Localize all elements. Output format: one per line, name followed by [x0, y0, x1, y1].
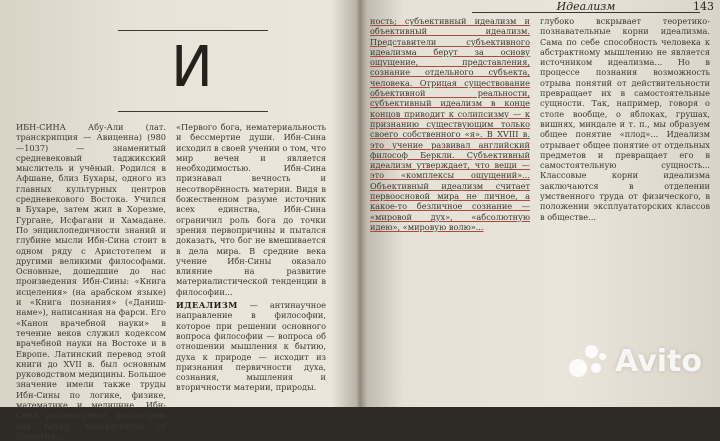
article-heading-text: — антинаучное направление в философии, которое при решении основного вопроса философии — вопроса об отношении мышления к бытию, духа к природе — исходит из признания первичности духа, сознания, мышления и вторичности материи, природы. [176, 300, 326, 393]
right-column-1 [370, 16, 530, 417]
avito-watermark [569, 344, 702, 379]
page-number: 143 [693, 0, 714, 13]
right-column-2-text: глубоко вскрывает теоретико-познавательные корни идеализма. Сама по себе способность человека к абстрактному мышлению не является источником идеализма... Но в процессе познания возможность отрыва понятий от действительности превращает их в самостоятельные сущности. Так, например, говоря о столе вообще, о яблоках, грушах, вишнях, миндале и т. п., мы образуем общее понятие «плод»... Идеализм отрывает общее понятие от отдельных предметов и превращает его в самостоятельную сущность... Классовые корни идеализма заключаются в отделении умственного труда от физического, в положении эксплуататорских классов в обществе... [540, 16, 710, 222]
running-head: Идеализм [472, 0, 700, 13]
left-column-1-text: ИБН-СИНА Абу-Али (лат. транскрипция — Авиценна) (980—1037) — знаменитый средневековый таджикский мыслитель и учёный. Родился в Афшане, близ Бухары, одного из главных культурных центров средневекового Востока. Учился в Бухаре, затем жил в Хорезме, Гургане, Исфагани и Хамадане. По энциклопедичности знаний и глубине мысли Ибн-Сина стоит в одном ряду с Аристотелем и другими великими философами. Основные, дошедшие до нас произведения Ибн-Сины: «Книга исцеления» (на арабском языке) и «Книга познания» («Даниш-наме»), написанная на фарси. Его «Канон врачебной науки» в течение веков служил кодексом врачебной науки на Востоке и в Европе. Латинский перевод этой книги до XVII в. был основным руководством медицины. Большое значение имели также труды Ибн-Сины по логике, физике, математике и медицине. Ибн-Сина рассматривал философию как науку, независимую от теологии... [16, 122, 166, 441]
right-column-1-text: ность; субъективный идеализм и объективный идеализм. Представители субъективного идеализма берут за основу ощущение, представления, сознание отдельного субъекта, человека. Отрицая существование объективной реальности, субъективный идеализм в конце концов приводит к солипсизму — к признанию существующим только своего собственного «я». В XVIII в. это учение развивал английский философ Беркли. Субъективный идеализм утверждает, что вещи — это «комплексы ощущений»... Объективный идеализм считает первоосновой мира не личное, а какое-то безличное сознание — «мировой дух», «абсолютную идею», «мировую волю»... [370, 16, 530, 232]
section-letter: И [171, 35, 215, 100]
left-column-2-text: «Первого бога, нематериальность и бессмертие души. Ибн-Сина исходил в своей учении о том, что мир вечен и является необходимостью. Ибн-Сина признавал вечность и несотворённость материи. Видя в божественном разуме источник всех единства, Ибн-Сина ограничил роль бога до точки зрения первопричины и пытался доказать, что бог не вмешивается в дела мира. В средние века учение Ибн-Сины оказало влияние на развитие материалистической тенденции в философии... [176, 122, 326, 297]
avito-logo-icon [569, 345, 609, 379]
article-heading: ИДЕАЛИЗМ [176, 300, 238, 311]
left-column-1 [16, 122, 166, 441]
left-page [0, 0, 352, 441]
watermark-text: Avito [615, 344, 702, 379]
left-column-2 [176, 122, 326, 407]
section-letter-box [118, 30, 268, 112]
